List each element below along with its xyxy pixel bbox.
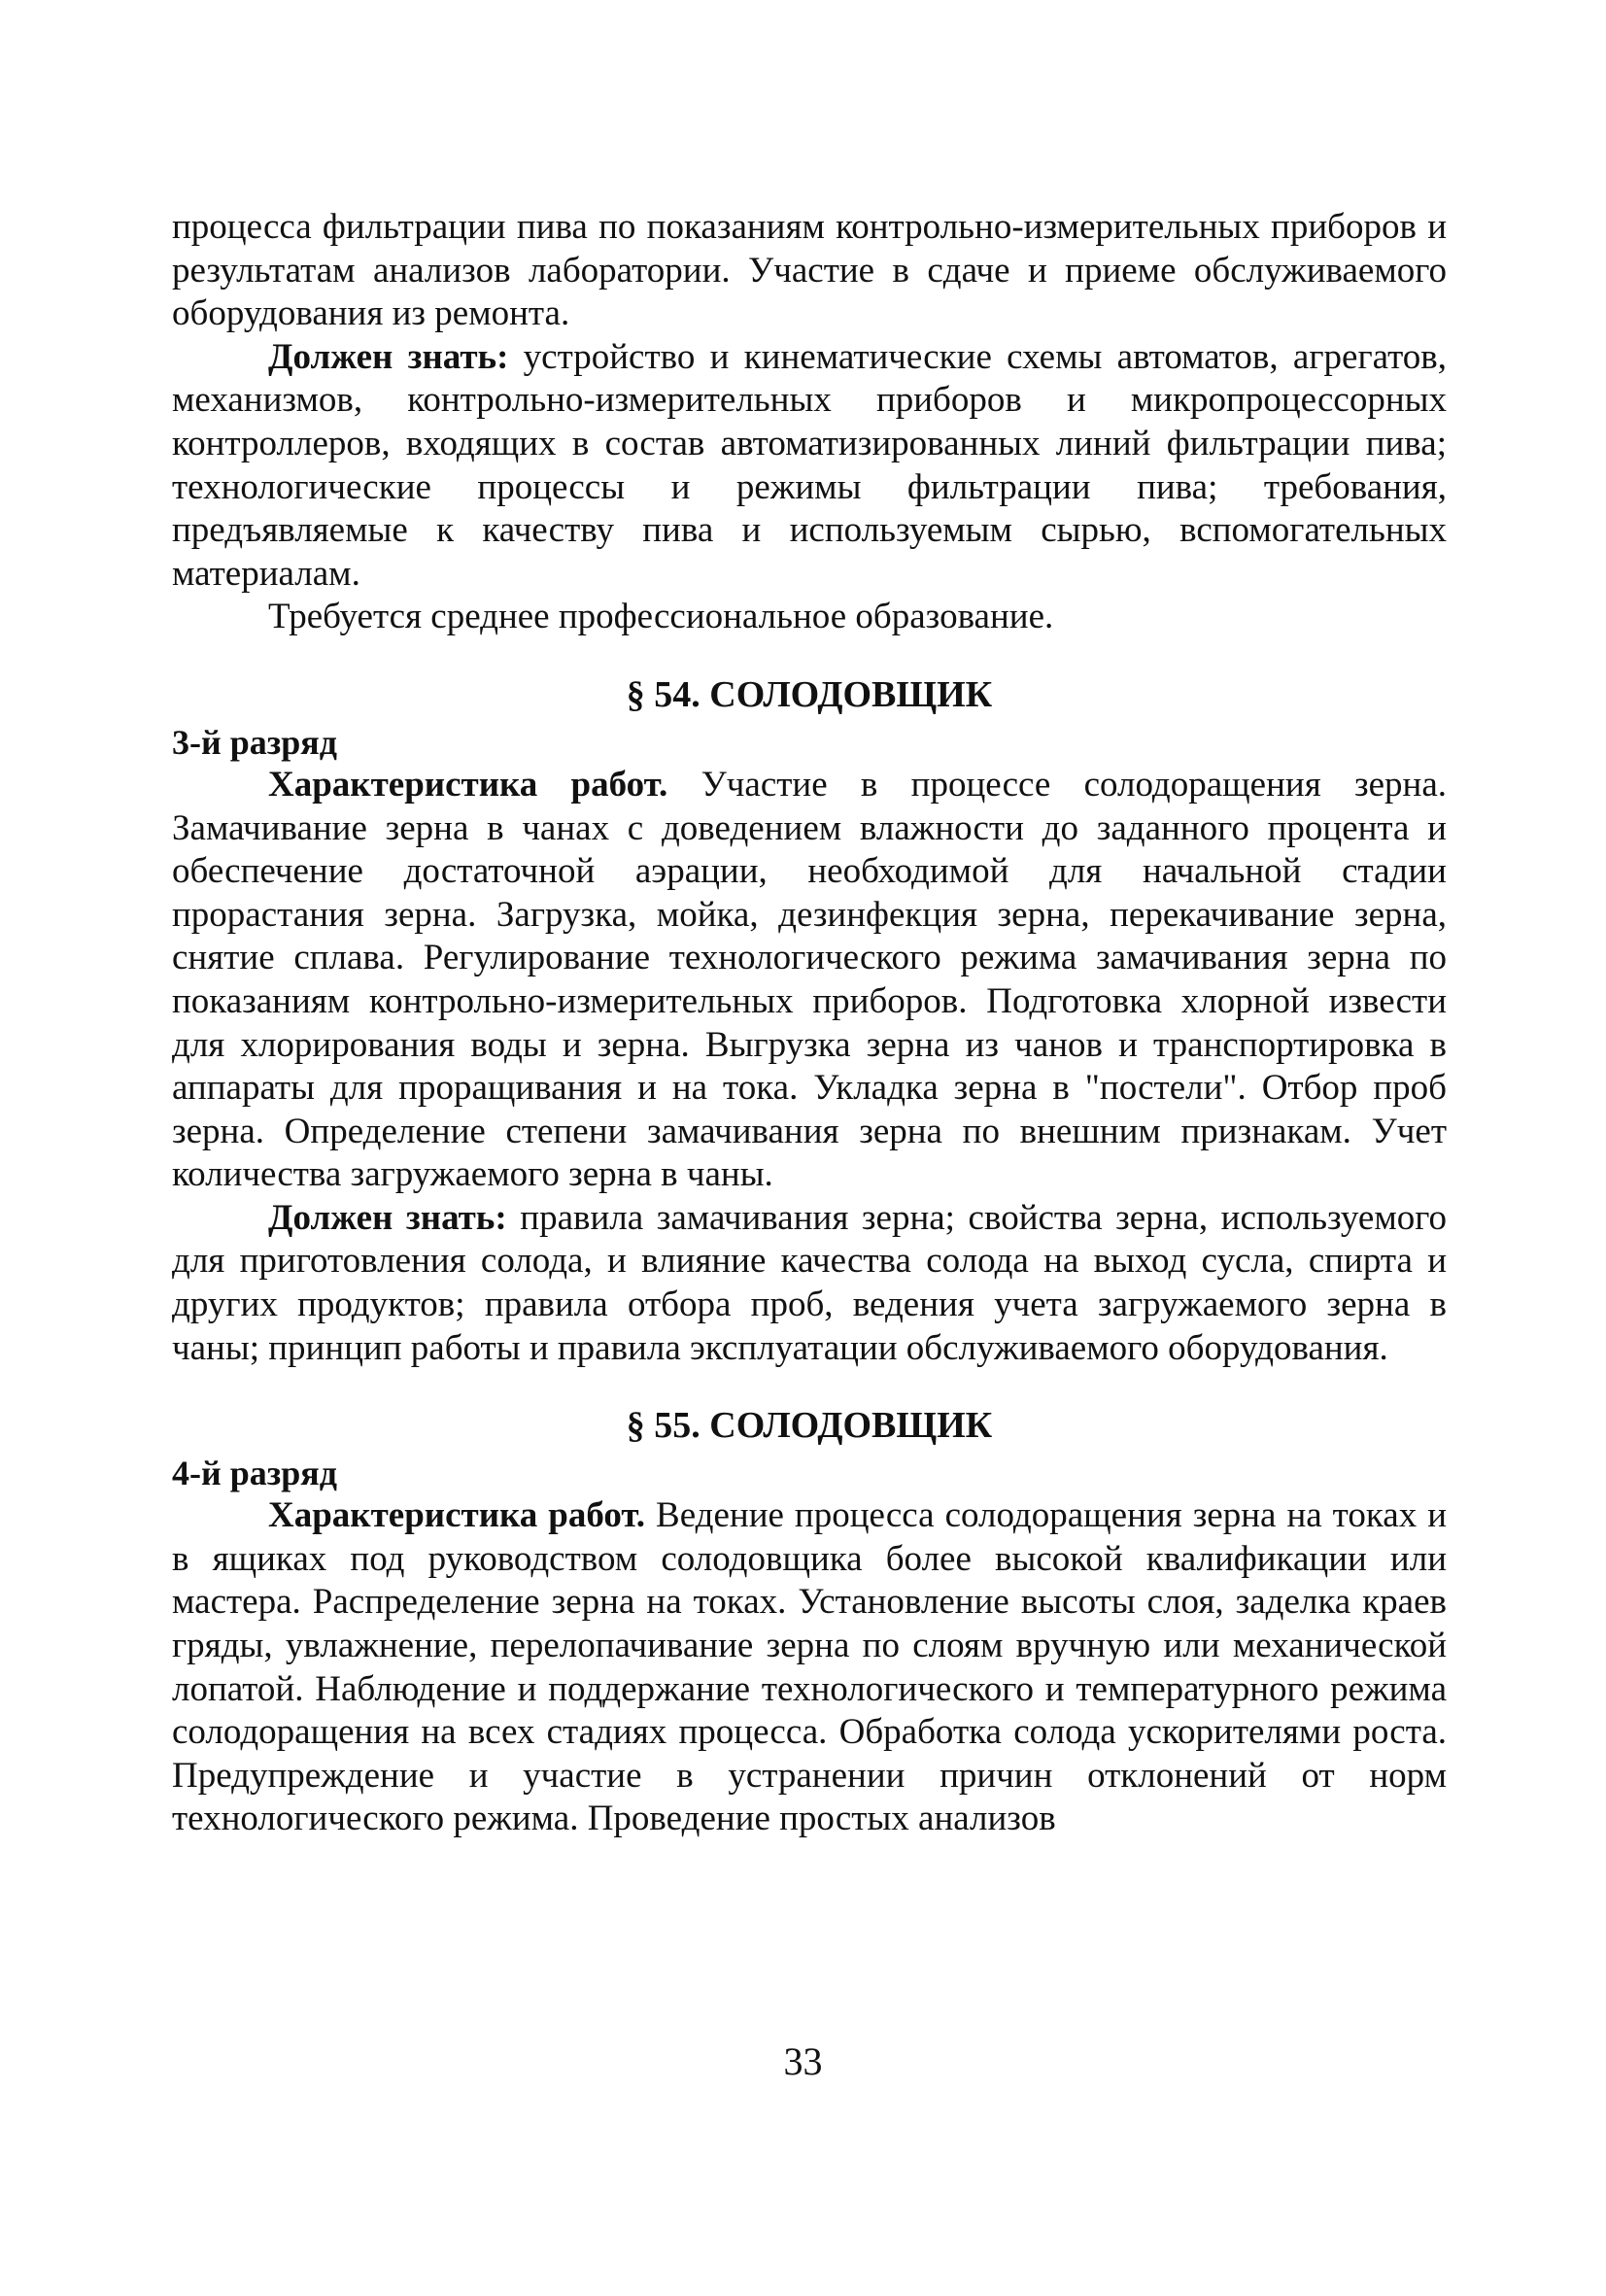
section-55-heading: § 55. СОЛОДОВЩИК	[626, 1405, 993, 1447]
knowledge-label: Должен знать:	[268, 336, 509, 377]
page-body	[172, 206, 1447, 1841]
section-54-knowledge-text: правила замачивания зерна; свойства зерна, используемого для приготовления солода, и влияние качества солода на выход сусла, спирта и других продуктов; правила отбора проб, ведения учета загружаемого зерна в чаны; принцип работы и правила эксплуатации обслуживаемого оборудования.	[172, 1197, 1447, 1368]
section-54-work-paragraph	[172, 764, 1447, 1197]
section-54-work-text: Участие в процессе солодоращения зерна. Замачивание зерна в чанах с доведением влажности до заданного процента и обеспечение достаточной аэрации, необходимой для начальной стадии прорастания зерна. Загрузка, мойка, дезинфекция зерна, перекачивание зерна, снятие сплава. Регулирование технологического режима замачивания зерна по показаниям контрольно-измерительных приборов. Подготовка хлорной извести для хлорирования воды и зерна. Выгрузка зерна из чанов и транспортировка в аппараты для проращивания и на тока. Укладка зерна в "постели". Отбор проб зерна. Определение степени замачивания зерна по внешним признакам. Учет количества загружаемого зерна в чаны.	[172, 764, 1447, 1195]
page-number: 33	[783, 2039, 823, 2083]
section-55-grade: 4-й разряд	[172, 1454, 337, 1493]
continuation-paragraph: процесса фильтрации пива по показаниям контрольно-измерительных приборов и результатам анализов лаборатории. Участие в сдаче и приеме обслуживаемого оборудования из ремонта.	[172, 207, 1447, 334]
section-55-work-label: Характеристика работ.	[268, 1495, 646, 1536]
section-54-knowledge-paragraph	[172, 1197, 1447, 1370]
section-54-heading: § 54. СОЛОДОВЩИК	[626, 673, 993, 715]
knowledge-text: устройство и кинематические схемы автоматов, агрегатов, механизмов, контрольно-измерительных приборов и микропроцессорных контроллеров, входящих в состав автоматизированных линий фильтрации пива; технологические процессы и режимы фильтрации пива; требования, предъявляемые к качеству пива и используемым сырью, вспомогательных материалам.	[172, 336, 1447, 594]
section-55-work-paragraph	[172, 1494, 1447, 1841]
knowledge-paragraph-filtration	[172, 336, 1447, 597]
section-55-work-text: Ведение процесса солодоращения зерна на токах и в ящиках под руководством солодовщика более высокой квалификации или мастера. Распределение зерна на токах. Установление высоты слоя, заделка краев гряды, увлажнение, перелопачивание зерна по слоям вручную или механической лопатой. Наблюдение и поддержание технологического и температурного режима солодоращения на всех стадиях процесса. Обработка солода ускорителями роста. Предупреждение и участие в устранении причин отклонений от норм технологического режима. Проведение простых анализов	[172, 1495, 1447, 1839]
section-54-grade: 3-й разряд	[172, 722, 337, 762]
education-paragraph: Требуется среднее профессиональное образование.	[268, 597, 1054, 637]
section-54-work-label: Характеристика работ.	[268, 764, 668, 805]
section-54-knowledge-label: Должен знать:	[268, 1197, 507, 1238]
